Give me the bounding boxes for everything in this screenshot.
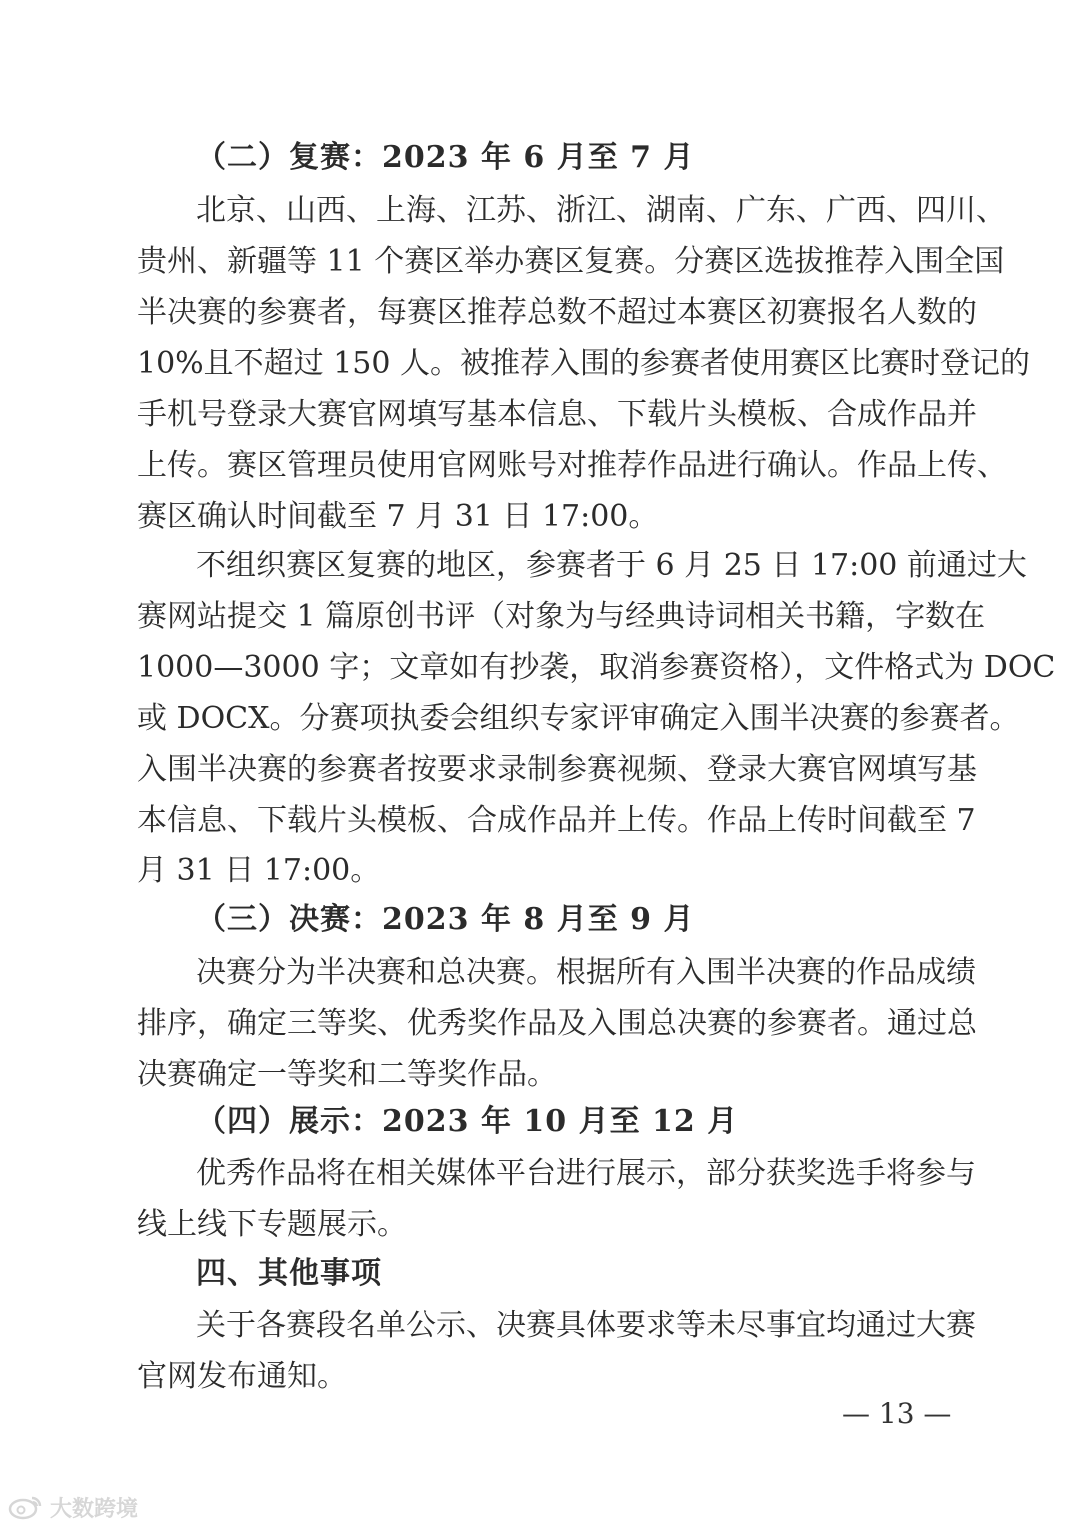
- paragraph-line: 不组织赛区复赛的地区，参赛者于 6 月 25 日 17:00 前通过大: [196, 548, 1027, 583]
- watermark: [8, 1492, 138, 1522]
- paragraph-line: 10%且不超过 150 人。被推荐入围的参赛者使用赛区比赛时登记的: [137, 346, 1031, 381]
- paragraph-line: 关于各赛段名单公示、决赛具体要求等未尽事宜均通过大赛: [196, 1308, 976, 1343]
- section-4-heading: （四）展示：2023 年 10 月至 12 月: [196, 1104, 739, 1139]
- section-3-heading: （三）决赛：2023 年 8 月至 9 月: [196, 902, 695, 937]
- paragraph-line: 官网发布通知。: [137, 1359, 347, 1394]
- paragraph-line: 本信息、下载片头模板、合成作品并上传。作品上传时间截至 7: [137, 803, 976, 838]
- part-4-heading: 四、其他事项: [196, 1256, 382, 1291]
- page-number: — 13 —: [842, 1397, 952, 1430]
- paragraph-line: 1000—3000 字；文章如有抄袭，取消参赛资格），文件格式为 DOC: [137, 650, 1056, 685]
- section-2-heading: （二）复赛：2023 年 6 月至 7 月: [196, 140, 695, 175]
- paragraph-line: 决赛分为半决赛和总决赛。根据所有入围半决赛的作品成绩: [196, 955, 976, 990]
- paragraph-line: 半决赛的参赛者，每赛区推荐总数不超过本赛区初赛报名人数的: [137, 295, 977, 330]
- paragraph-line: 赛网站提交 1 篇原创书评（对象为与经典诗词相关书籍，字数在: [137, 599, 986, 634]
- paragraph-line: 手机号登录大赛官网填写基本信息、下载片头模板、合成作品并: [137, 397, 977, 432]
- paragraph-line: 北京、山西、上海、江苏、浙江、湖南、广东、广西、四川、: [196, 193, 1006, 228]
- paragraph-line: 贵州、新疆等 11 个赛区举办赛区复赛。分赛区选拔推荐入围全国: [137, 244, 1005, 279]
- paragraph-line: 月 31 日 17:00。: [137, 853, 381, 888]
- paragraph-line: 排序，确定三等奖、优秀奖作品及入围总决赛的参赛者。通过总: [137, 1006, 977, 1041]
- paragraph-line: 上传。赛区管理员使用官网账号对推荐作品进行确认。作品上传、: [137, 448, 1007, 483]
- paragraph-line: 决赛确定一等奖和二等奖作品。: [137, 1057, 557, 1092]
- paragraph-line: 线上线下专题展示。: [137, 1207, 407, 1242]
- paragraph-line: 优秀作品将在相关媒体平台进行展示，部分获奖选手将参与: [196, 1156, 976, 1191]
- paragraph-line: 赛区确认时间截至 7 月 31 日 17:00。: [137, 499, 659, 534]
- paragraph-line: 或 DOCX。分赛项执委会组织专家评审确定入围半决赛的参赛者。: [137, 701, 1020, 736]
- paragraph-line: 入围半决赛的参赛者按要求录制参赛视频、登录大赛官网填写基: [137, 752, 977, 787]
- watermark-text: 大数跨境: [50, 1496, 139, 1522]
- weibo-logo-icon: [8, 1494, 44, 1520]
